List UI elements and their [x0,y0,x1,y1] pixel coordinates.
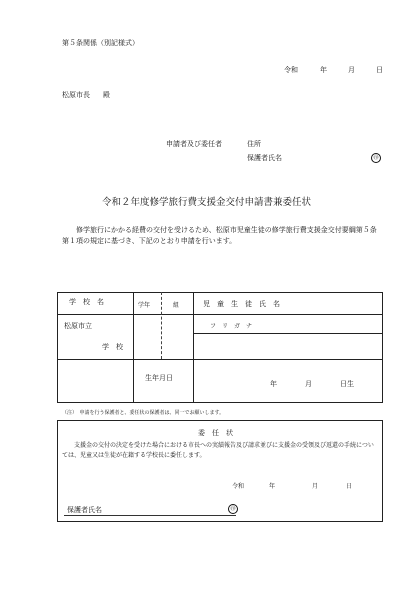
col-school-right [133,292,134,403]
school-suffix: 学 校 [102,343,123,351]
seal-icon: ㊞ [371,153,381,163]
note: （注） 申請を行う保護者と、委任状の保護者は、同一でお願いします。 [62,410,225,416]
date-era: 令和 [284,66,298,74]
guardian-signature-line [64,515,236,516]
addressee: 松原市長 [62,91,90,99]
delegation-title: 委 任 状 [198,429,233,437]
date-month: 月 [348,66,355,74]
delegation-date-month: 月 [312,483,319,490]
address-label: 住所 [247,140,261,148]
guardian-name-label: 保護者氏名 [247,154,282,162]
student-name-header: 児 童 生 徒 氏 名 [203,300,280,308]
furigana-label: フ リ ガ ナ [210,323,253,330]
birth-year: 年 [270,380,277,388]
birth-month: 月 [305,380,312,388]
col-class-right [193,292,194,403]
col-grade-right [161,292,162,359]
date-day: 日 [376,66,383,74]
seal-icon: ㊞ [228,504,238,514]
school-header: 学 校 名 [69,298,104,306]
delegation-guardian-label: 保護者氏名 [67,506,102,514]
birth-date-label: 生年月日 [145,374,173,382]
addressee-suffix: 殿 [103,91,110,99]
grade-header: 学年 [138,302,151,309]
delegation-date-year: 年 [269,483,276,490]
form-reference: 第５条関係（別記様式） [62,39,139,47]
school-row-divider [57,359,383,360]
class-header: 組 [173,302,180,309]
delegation-text: 支援金の交付の決定を受けた場合における市長への実績報告及び請求並びに支援金の受領及び返還の手続については、児童又は生徒が在籍する学校長に委任します。 [62,442,374,459]
date-year: 年 [320,66,327,74]
delegation-seal [228,504,238,514]
header-row-divider [57,314,383,315]
school-city: 松原市立 [64,322,92,330]
delegation-date-era: 令和 [232,483,245,490]
applicant-seal [371,153,381,163]
birth-day: 日生 [340,380,354,388]
document-title: 令和２年度修学旅行費支援金交付申請書兼委任状 [102,197,312,208]
body-paragraph: 修学旅行にかかる経費の交付を受けるため、松原市児童生徒の修学旅行費支援金交付要綱第５条第１項の規定に基づき、下記のとおり申請を行います。 [62,226,377,245]
furigana-divider [193,333,383,334]
applicant-role-label: 申請者及び委任者 [166,140,222,148]
delegation-date-day: 日 [346,483,353,490]
